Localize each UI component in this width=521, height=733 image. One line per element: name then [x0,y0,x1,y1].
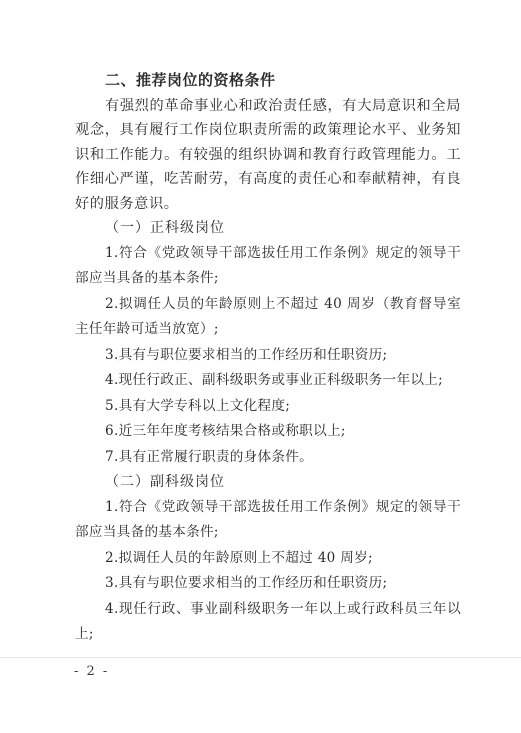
subheading-deputy-section-level: （二）副科级岗位 [105,474,225,491]
list-item: 2.拟调任人员的年龄原则上不超过 40 周岁（教育督导室主任年龄可适当放宽）; [75,295,461,338]
list-item: 1.符合《党政领导干部选拔任用工作条例》规定的领导干部应当具备的基本条件; [75,498,461,541]
page-number: - 2 - [74,664,110,679]
list-item: 1.符合《党政领导干部选拔任用工作条例》规定的领导干部应当具备的基本条件; [75,244,461,287]
section-heading: 二、推荐岗位的资格条件 [105,71,276,89]
document-body [75,68,461,648]
list-item: 7.具有正常履行职责的身体条件。 [105,448,314,465]
footer-divider [0,657,521,658]
list-item: 6.近三年年度考核结果合格或称职以上; [105,423,346,440]
subheading-senior-section-level: （一）正科级岗位 [105,220,225,237]
list-item: 3.具有与职位要求相当的工作经历和任职资历; [105,575,388,592]
list-item: 5.具有大学专科以上文化程度; [105,397,291,414]
intro-paragraph: 有强烈的革命事业心和政治责任感，有大局意识和全局观念，具有履行工作岗位职责所需的政策理论水平、业务知识和工作能力。有较强的组织协调和教育行政管理能力。工作细心严谨，吃苦耐劳，有高度的责任心和奉献精神，有良好的服务意识。 [75,98,461,212]
list-item: 4.现任行政正、副科级职务或事业正科级职务一年以上; [105,372,444,389]
list-item: 2.拟调任人员的年龄原则上不超过 40 周岁; [105,549,373,566]
list-item: 4.现任行政、事业副科级职务一年以上或行政科员三年以上; [75,600,461,643]
list-item: 3.具有与职位要求相当的工作经历和任职资历; [105,346,388,363]
